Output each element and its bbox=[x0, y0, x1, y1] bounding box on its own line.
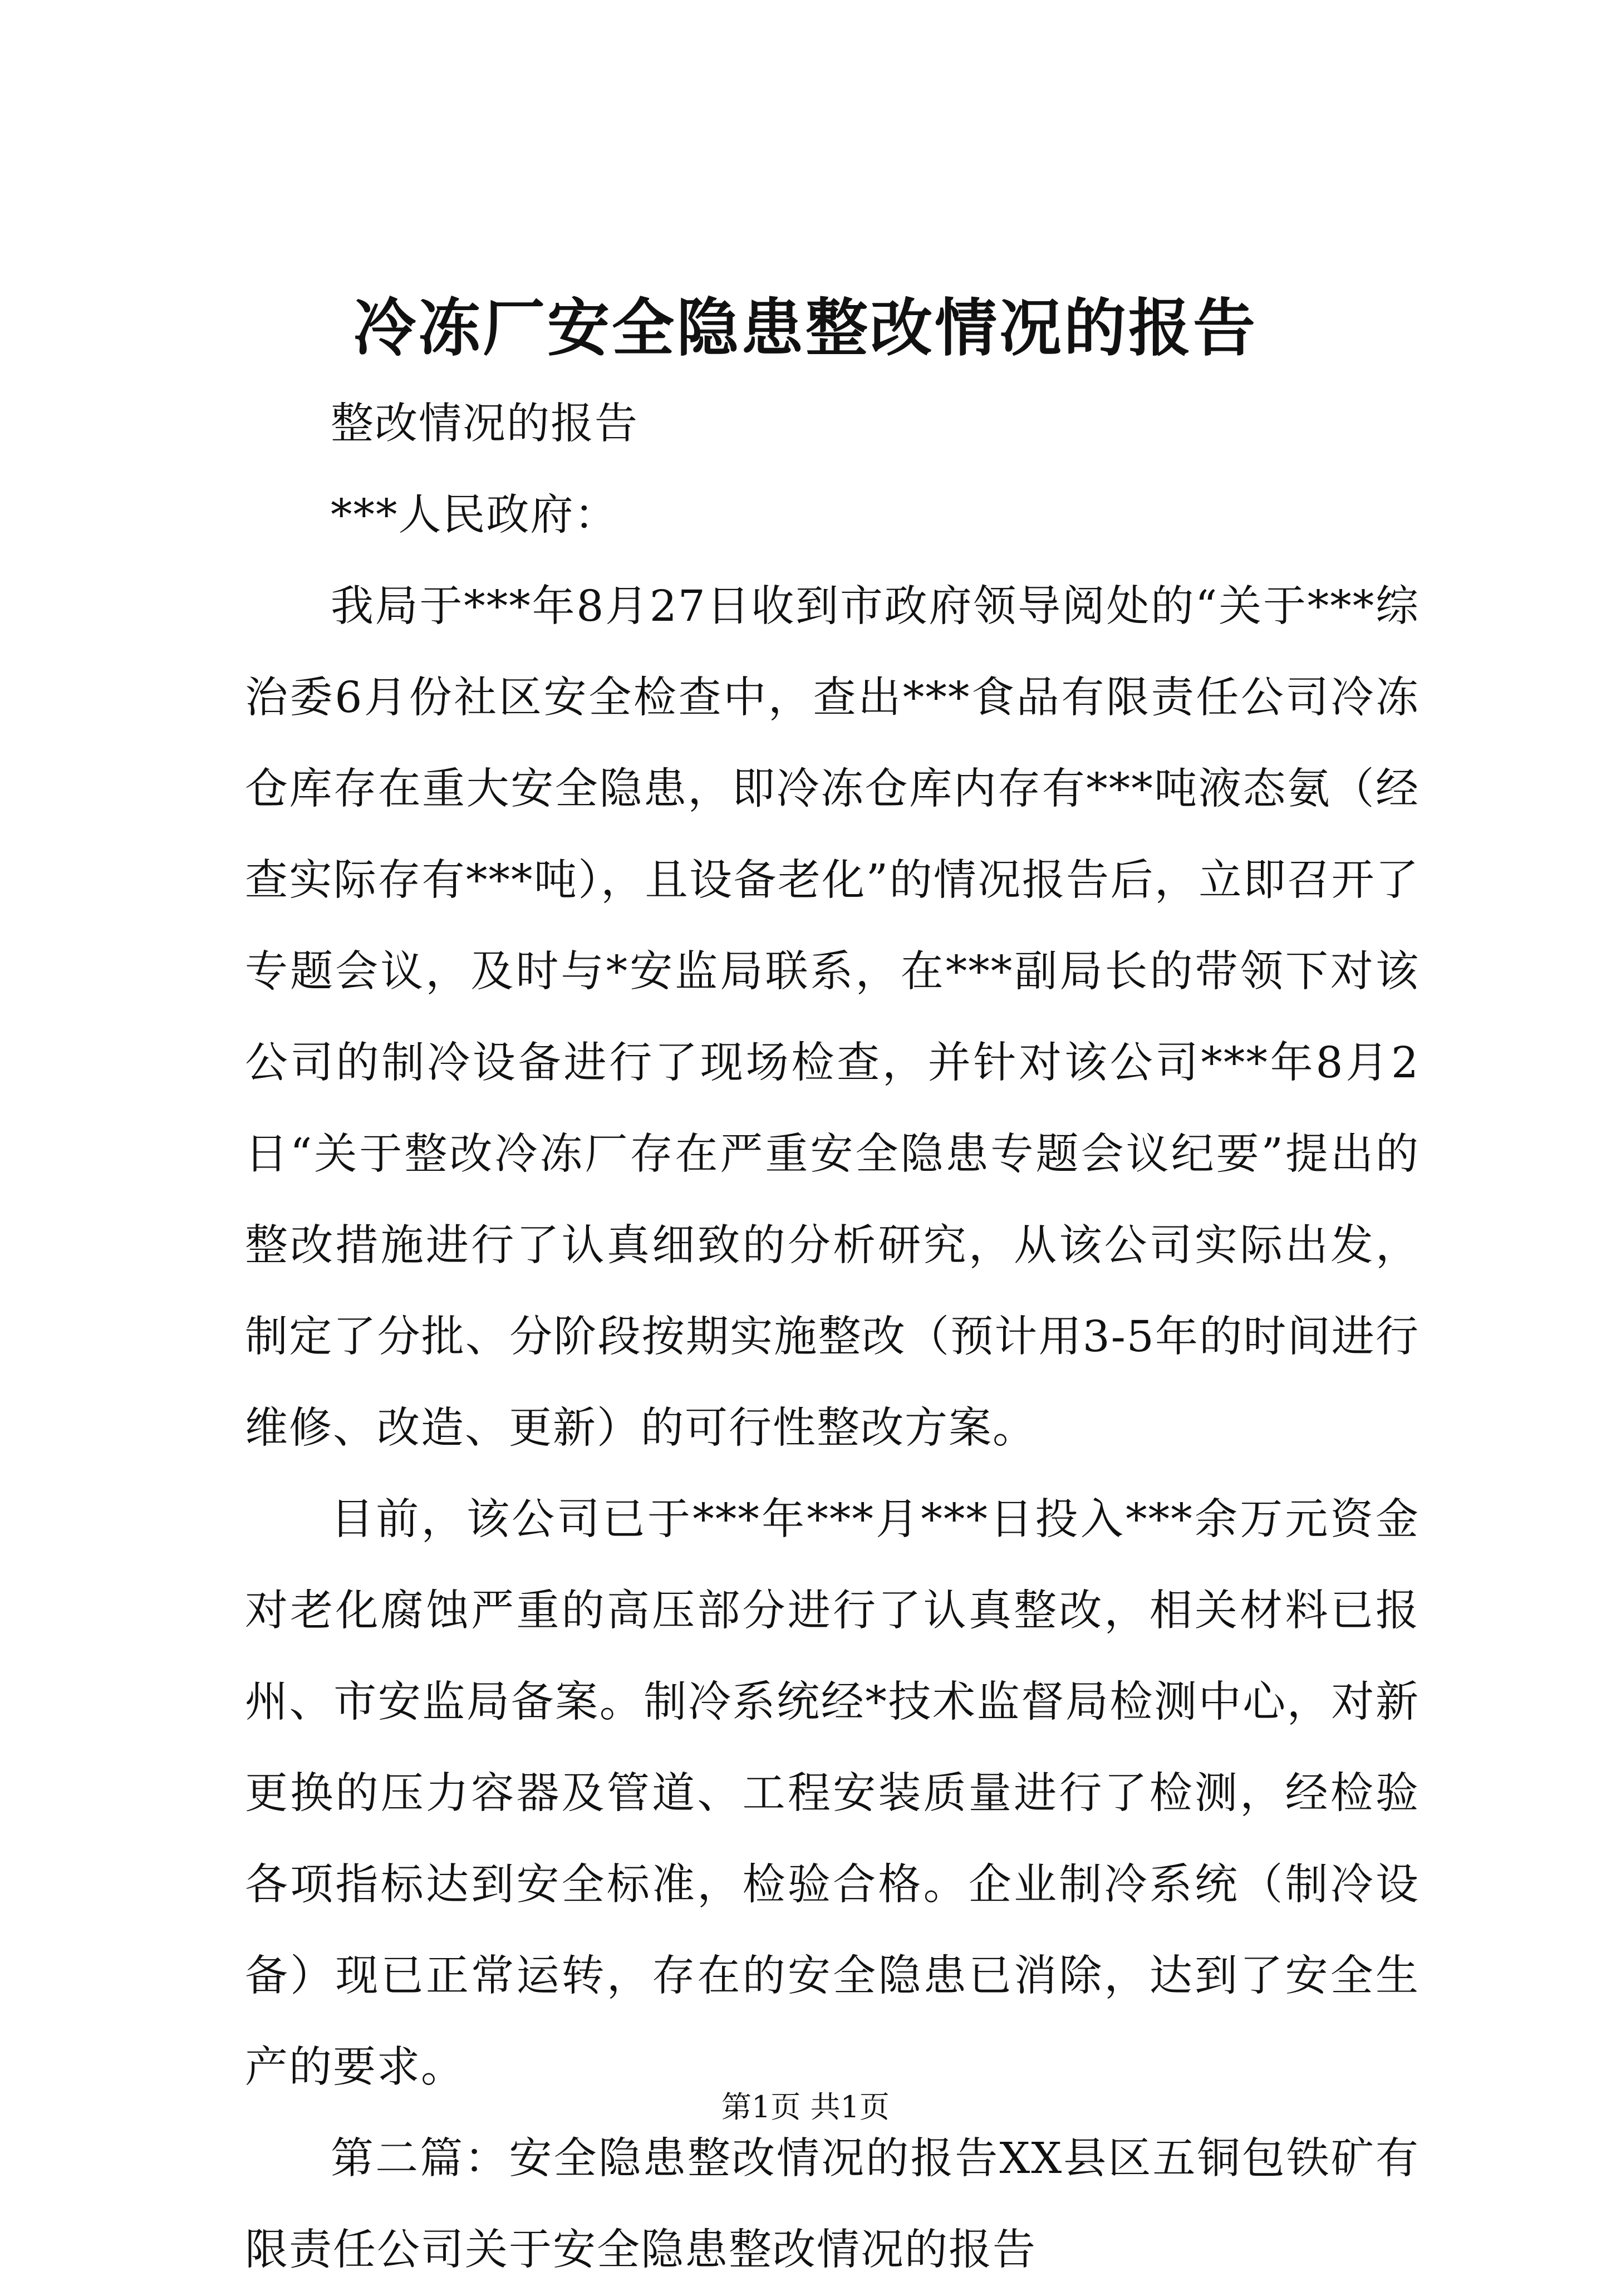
page-number-footer: 第1页 共1页 bbox=[721, 2089, 890, 2125]
paragraph-second-section: 第二篇：安全隐患整改情况的报告XX县区五铜包铁矿有限责任公司关于安全隐患整改情况的报告 bbox=[245, 2134, 1420, 2275]
document-title: 冷冻厂安全隐患整改情况的报告 bbox=[353, 292, 1258, 365]
document-body bbox=[245, 379, 1420, 2296]
paragraph-salutation: ***人民政府： bbox=[331, 490, 618, 540]
paragraph-subtitle: 整改情况的报告 bbox=[331, 399, 638, 449]
paragraph-body-2: 目前，该公司已于***年***月***日投入***余万元资金对老化腐蚀严重的高压部分进行了认真整改，相关材料已报州、市安监局备案。制冷系统经*技术监督局检测中心，对新更换的压力容器及管道、工程安装质量进行了检测，经检验各项指标达到安全标准，检验合格。企业制冷系统（制冷设备）现已正常运转，存在的安全隐患已消除，达到了安全生产的要求。 bbox=[245, 1495, 1420, 2092]
paragraph-body-1: 我局于***年8月27日收到市政府领导阅处的“关于***综治委6月份社区安全检查中，查出***食品有限责任公司冷冻仓库存在重大安全隐患，即冷冻仓库内存有***吨液态氨（经查实际存有***吨），且设备老化”的情况报告后，立即召开了专题会议，及时与*安监局联系，在***副局长的带领下对该公司的制冷设备进行了现场检查，并针对该公司***年8月2日“关于整改冷冻厂存在严重安全隐患专题会议纪要”提出的整改措施进行了认真细致的分析研究，从该公司实际出发，制定了分批、分阶段按期实施整改（预计用3-5年的时间进行维修、改造、更新）的可行性整改方案。 bbox=[245, 582, 1420, 1453]
